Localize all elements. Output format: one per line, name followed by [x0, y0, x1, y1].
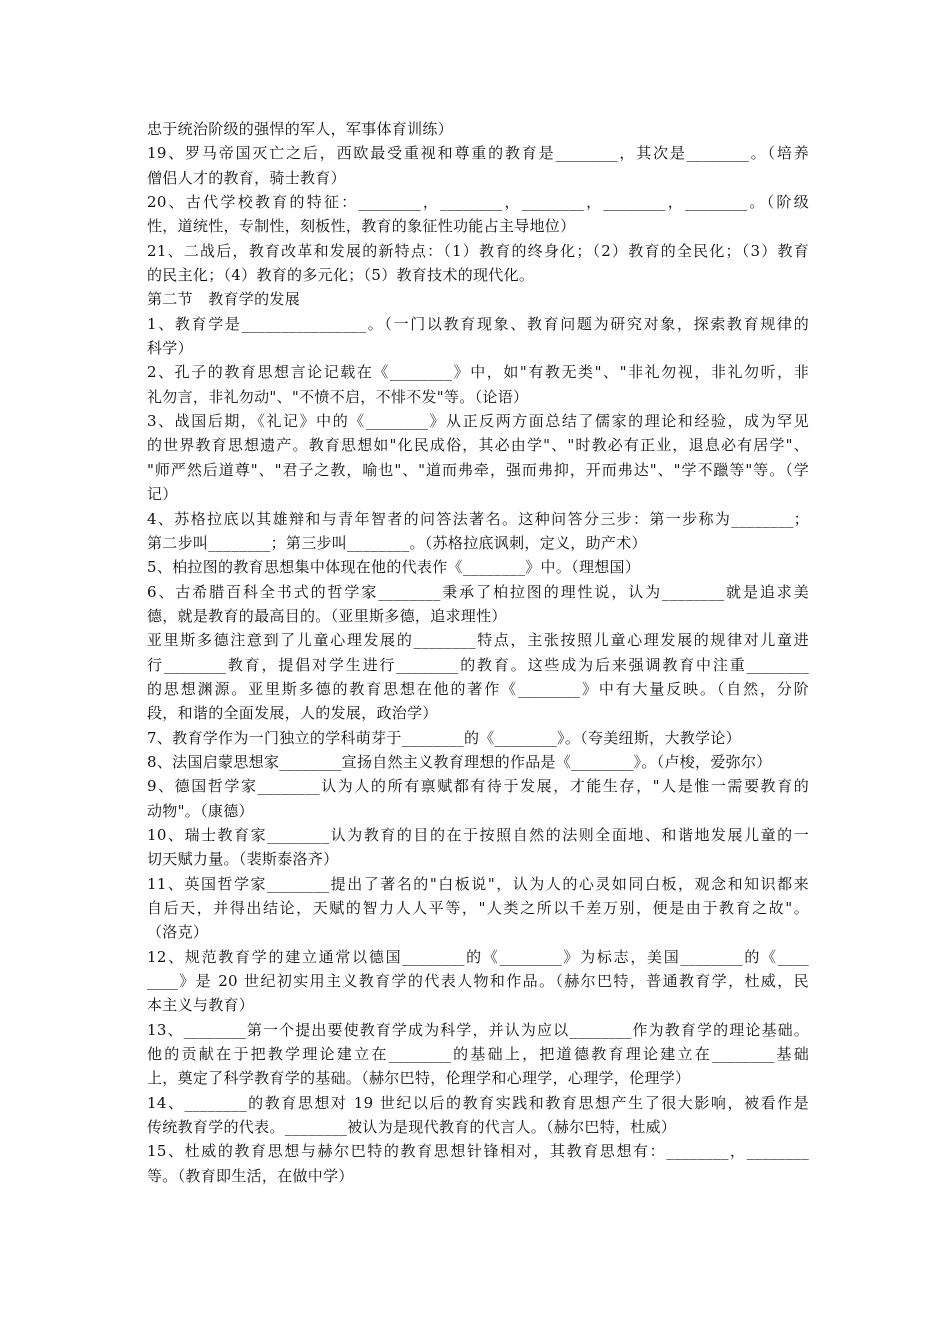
text-line: 21、二战后，教育改革和发展的新特点：（1）教育的终身化；（2）教育的全民化；（3）教育	[147, 241, 809, 260]
text-line: 性，道统性，专制性，刻板性，教育的象征性功能占主导地位）	[147, 217, 576, 236]
text-line: 僧侣人才的教育，骑士教育）	[147, 168, 346, 187]
text-line: 的世界教育思想遗产。教育思想如"化民成俗，其必由学"、"时教必有正业，退息必有居学"、	[147, 436, 809, 455]
text-line: 第二步叫________；第三步叫________。（苏格拉底讽刺，定义，助产术）	[147, 533, 647, 552]
text-line: 动物"。（康德）	[147, 801, 254, 820]
text-line: 20、古代学校教育的特征：________，________，________，________，________。（阶级	[147, 193, 809, 212]
text-line: 的思想渊源。亚里斯多德的教育思想在他的著作《________》中有大量反映。（自然，分阶	[147, 679, 809, 698]
text-line: 等。（教育即生活，在做中学）	[147, 1166, 354, 1185]
text-line: 6、古希腊百科全书式的哲学家________秉承了柏拉图的理性说，认为________就是追求美	[147, 582, 809, 601]
text-line: 科学）	[147, 339, 193, 358]
text-line: （洛克）	[147, 923, 209, 942]
text-line: 的民主化；（4）教育的多元化；（5）教育技术的现代化。	[147, 266, 535, 285]
text-line: 4、苏格拉底以其雄辩和与青年智者的问答法著名。这种问答分三步：第一步称为________；	[147, 509, 809, 528]
text-line: 忠于统治阶级的强悍的军人，军事体育训练）	[147, 120, 454, 138]
text-line: ____》是 20 世纪初实用主义教育学的代表人物和作品。（赫尔巴特，普通教育学，杜威，民	[147, 972, 809, 991]
text-line: 1、教育学是________________。（一门以教育现象、教育问题为研究对象，探索教育规律的	[147, 314, 809, 333]
text-line: 3、战国后期，《礼记》中的《________》从正反两方面总结了儒家的理论和经验，成为罕见	[147, 412, 809, 431]
text-line: 14、________的教育思想对 19 世纪以后的教育实践和教育思想产生了很大影响，被看作是	[147, 1093, 809, 1112]
text-line: 传统教育学的代表。________被认为是现代教育的代言人。（赫尔巴特，杜威）	[147, 1118, 677, 1137]
text-line: 7、教育学作为一门独立的学科萌芽于________的《________》。（夸美纽斯，大教学论）	[147, 728, 741, 747]
text-line: 10、瑞士教育家________认为教育的目的在于按照自然的法则全面地、和谐地发展儿童的一	[147, 825, 809, 844]
text-line: 9、德国哲学家________认为人的所有禀赋都有待于发展，才能生存，"人是惟一需要教育的	[147, 777, 809, 796]
text-line: 12、规范教育学的建立通常以德国________的《________》为标志，美国________的《____	[147, 947, 809, 966]
text-line: "师严然后道尊"、"君子之教，喻也"、"道而弗牵，强而弗抑，开而弗达"、"学不躐等"等。（学	[147, 460, 809, 479]
text-line: 他的贡献在于把教学理论建立在________的基础上，把道德教育理论建立在________基础	[147, 1045, 809, 1064]
document-page	[147, 117, 809, 1188]
text-line: 本主义与教育）	[147, 996, 255, 1015]
text-line: 行________教育，提倡对学生进行________的教育。这些成为后来强调教育中注重________	[147, 655, 809, 674]
text-line: 2、孔子的教育思想言论记载在《________》中，如"有教无类"、"非礼勿视，非礼勿听，非	[147, 363, 809, 382]
text-line: 11、英国哲学家________提出了著名的"白板说"，认为人的心灵如同白板，观念和知识都来	[147, 874, 809, 893]
text-line: 上，奠定了科学教育学的基础。（赫尔巴特，伦理学和心理学，心理学，伦理学）	[147, 1069, 691, 1088]
text-line: 8、法国启蒙思想家________宣扬自然主义教育理想的作品是《________》。（卢梭，爱弥尔）	[147, 752, 772, 771]
text-line: 15、杜威的教育思想与赫尔巴特的教育思想针锋相对，其教育思想有：________，________	[147, 1142, 809, 1161]
text-line: 段，和谐的全面发展，人的发展，政治学）	[147, 704, 438, 723]
text-line: 切天赋力量。（裴斯泰洛齐）	[147, 850, 339, 869]
text-line: 5、柏拉图的教育思想集中体现在他的代表作《________》中。（理想国）	[147, 558, 641, 577]
text-line: 19、罗马帝国灭亡之后，西欧最受重视和尊重的教育是________，其次是________。（培养	[147, 144, 809, 163]
text-line: 德，就是教育的最高目的。（亚里斯多德，追求理性）	[147, 606, 507, 625]
text-line: 礼勿言，非礼勿动"、"不愤不启，不悱不发"等。（论语）	[147, 387, 529, 406]
text-line: 自后天，并得出结论，天赋的智力人人平等，"人类之所以千差万别，便是由于教育之故"。	[147, 899, 809, 917]
text-line: 亚里斯多德注意到了儿童心理发展的________特点，主张按照儿童心理发展的规律对儿童进	[147, 631, 809, 650]
text-line: 第二节 教育学的发展	[147, 290, 301, 309]
text-line: 记）	[147, 485, 178, 504]
text-line: 13、________第一个提出要使教育学成为科学，并认为应以________作为教育学的理论基础。	[147, 1020, 809, 1039]
